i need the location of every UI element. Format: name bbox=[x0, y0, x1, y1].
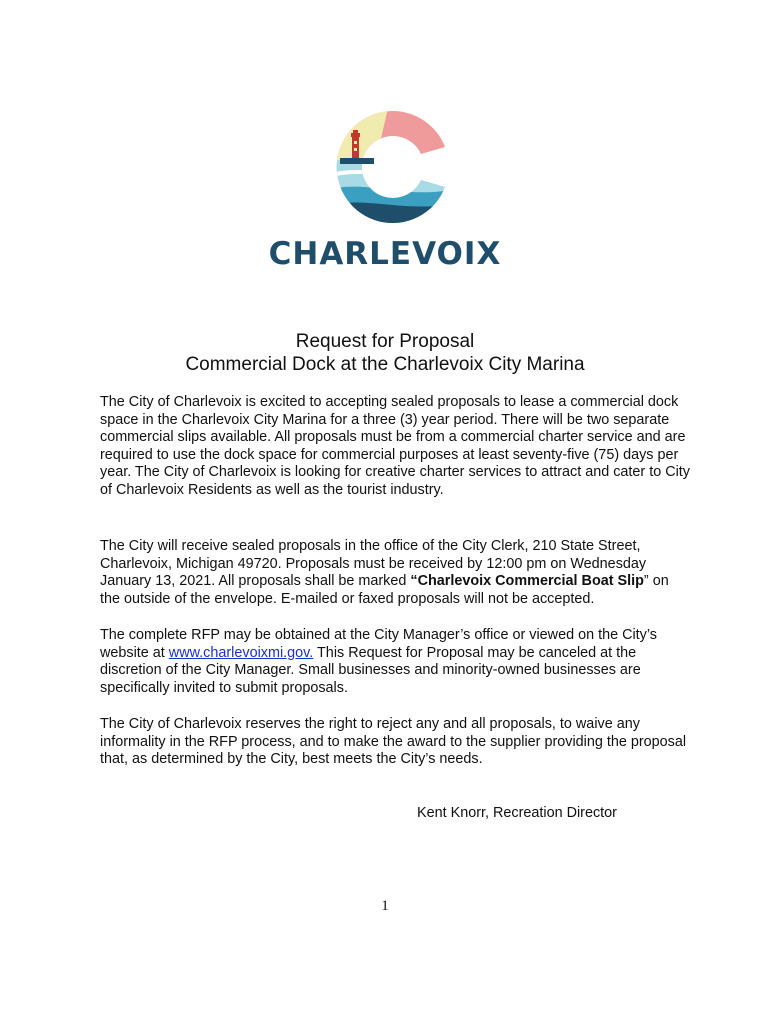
submission-text: The City will receive sealed proposals in the office of the City Clerk, 210 State Street, Charlevoix, Michigan 49720. Proposals must be received by 12:00 pm on Wednesday January 13, 2021. All proposals shall be marked bbox=[100, 538, 647, 590]
charlevoix-wordmark: CHARLEVOIX bbox=[268, 236, 502, 272]
rfp-text-end: This Request for Proposal may be canceled at the discretion of the City Manager. Small businesses and minority-owned businesses are specifically invited to submit proposals. bbox=[100, 644, 641, 696]
intro-paragraph: The City of Charlevoix is excited to accepting sealed proposals to lease a commercial dock space in the Charlevoix City Marina for a three (3) year period. There will be two separate commercial slips available. All proposals must be from a commercial charter service and are required to use the dock space for commercial purposes at least seventy-five (75) days per year. The City of Charlevoix is looking for creative charter services to attract and cater to City of Charlevoix Residents as well as the tourist industry. bbox=[100, 394, 690, 498]
rights-paragraph: The City of Charlevoix reserves the right to reject any and all proposals, to waive any informality in the RFP process, and to make the award to the supplier providing the proposal that, as determined by the City, best meets the City’s needs. bbox=[100, 716, 687, 768]
document-title: Request for Proposal bbox=[295, 331, 475, 352]
document-subtitle: Commercial Dock at the Charlevoix City Marina bbox=[185, 354, 585, 375]
page-number: 1 bbox=[381, 898, 389, 914]
rfp-availability-paragraph bbox=[100, 627, 690, 697]
signature: Kent Knorr, Recreation Director bbox=[417, 805, 617, 821]
envelope-marking: “Charlevoix Commercial Boat Slip bbox=[410, 573, 644, 590]
charlevoix-lighthouse-c-logo-icon bbox=[336, 108, 450, 226]
submission-paragraph bbox=[100, 538, 690, 608]
submission-text-end: ” on the outside of the envelope. E-mailed or faxed proposals will not be accepted. bbox=[100, 573, 669, 607]
rfp-text: The complete RFP may be obtained at the City Manager’s office or viewed on the City’s website at bbox=[100, 627, 657, 661]
website-link[interactable]: www.charlevoixmi.gov. bbox=[168, 644, 314, 661]
